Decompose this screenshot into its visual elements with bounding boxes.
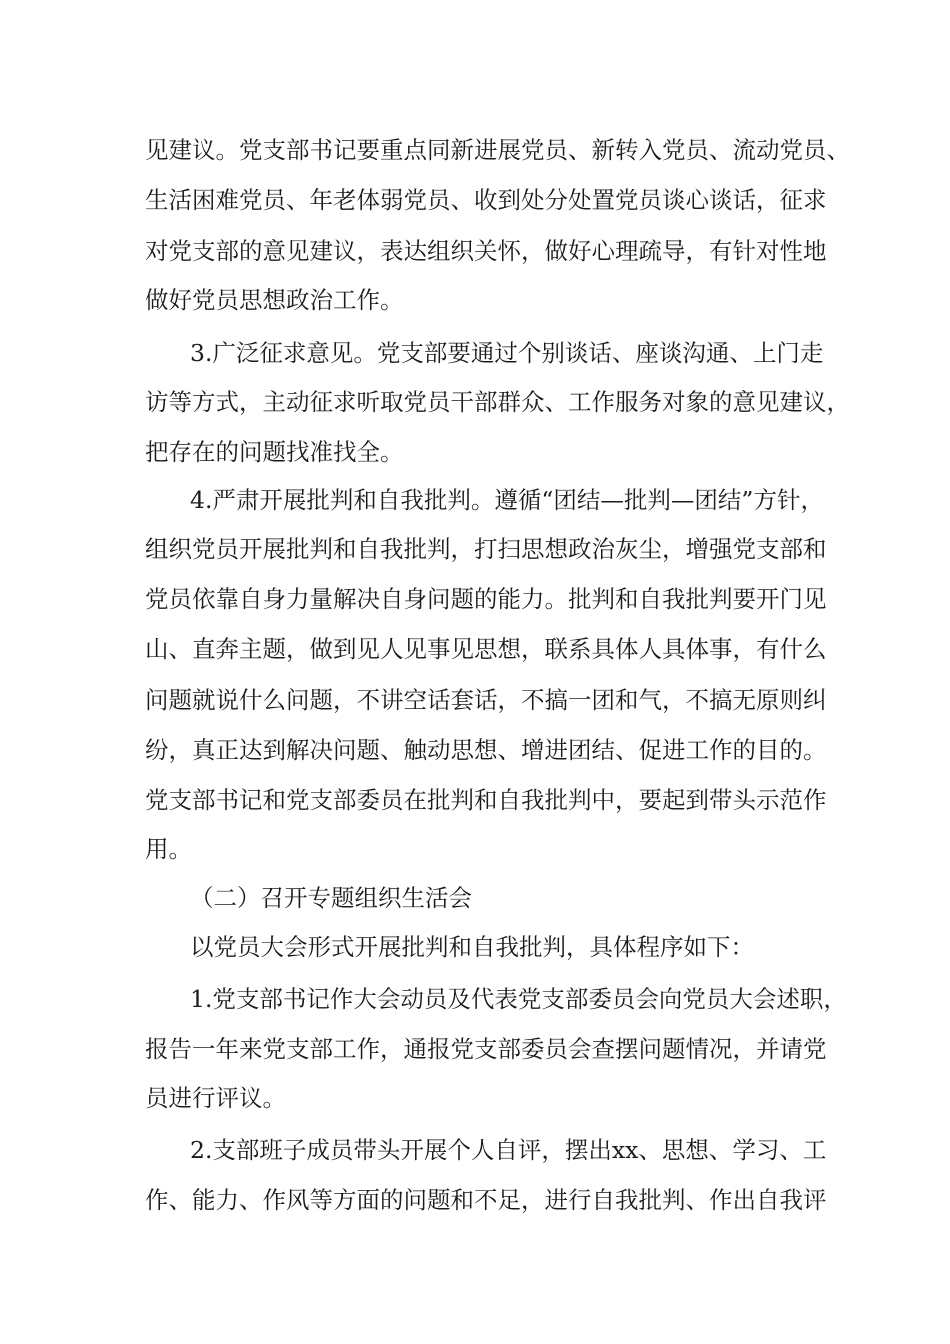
text-line: 问题就说什么问题，不讲空话套话，不搞一团和气，不搞无原则纠 [145,686,827,714]
text-line: 做好党员思想政治工作。 [145,286,404,314]
text-line: 生活困难党员、年老体弱党员、收到处分处置党员谈心谈话，征求 [145,186,827,214]
text-line: 把存在的问题找准找全。 [145,438,404,466]
text-line: 对党支部的意见建议，表达组织关怀，做好心理疏导，有针对性地 [145,237,827,265]
text-line: 2.支部班子成员带头开展个人自评，摆出xx、思想、学习、工 [190,1136,827,1164]
text-line: 1.党支部书记作大会动员及代表党支部委员会向党员大会述职， [190,985,847,1013]
text-line: 党员依靠自身力量解决自身问题的能力。批判和自我批判要开门见 [145,585,827,613]
text-line: 见建议。党支部书记要重点同新进展党员、新转入党员、流动党员、 [145,136,850,164]
text-line: 山、直奔主题，做到见人见事见思想，联系具体人具体事，有什么 [145,635,827,663]
text-line: 以党员大会形式开展批判和自我批判，具体程序如下： [190,933,754,961]
text-line: 3.广泛征求意见。党支部要通过个别谈话、座谈沟通、上门走 [190,339,824,367]
text-line: 用。 [145,835,192,863]
text-line: 作、能力、作风等方面的问题和不足，进行自我批判、作出自我评 [145,1186,827,1214]
text-line: 4.严肃开展批判和自我批判。遵循“团结—批判—团结”方针， [190,486,824,514]
section-heading: （二）召开专题组织生活会 [190,884,472,912]
text-line: 报告一年来党支部工作，通报党支部委员会查摆问题情况，并请党 [145,1035,827,1063]
text-line: 党支部书记和党支部委员在批判和自我批判中，要起到带头示范作 [145,786,827,814]
text-line: 员进行评议。 [145,1084,286,1112]
text-line: 纷，真正达到解决问题、触动思想、增进团结、促进工作的目的。 [145,736,827,764]
text-line: 组织党员开展批判和自我批判，打扫思想政治灰尘，增强党支部和 [145,535,827,563]
text-line: 访等方式，主动征求听取党员干部群众、工作服务对象的意见建议， [145,388,850,416]
